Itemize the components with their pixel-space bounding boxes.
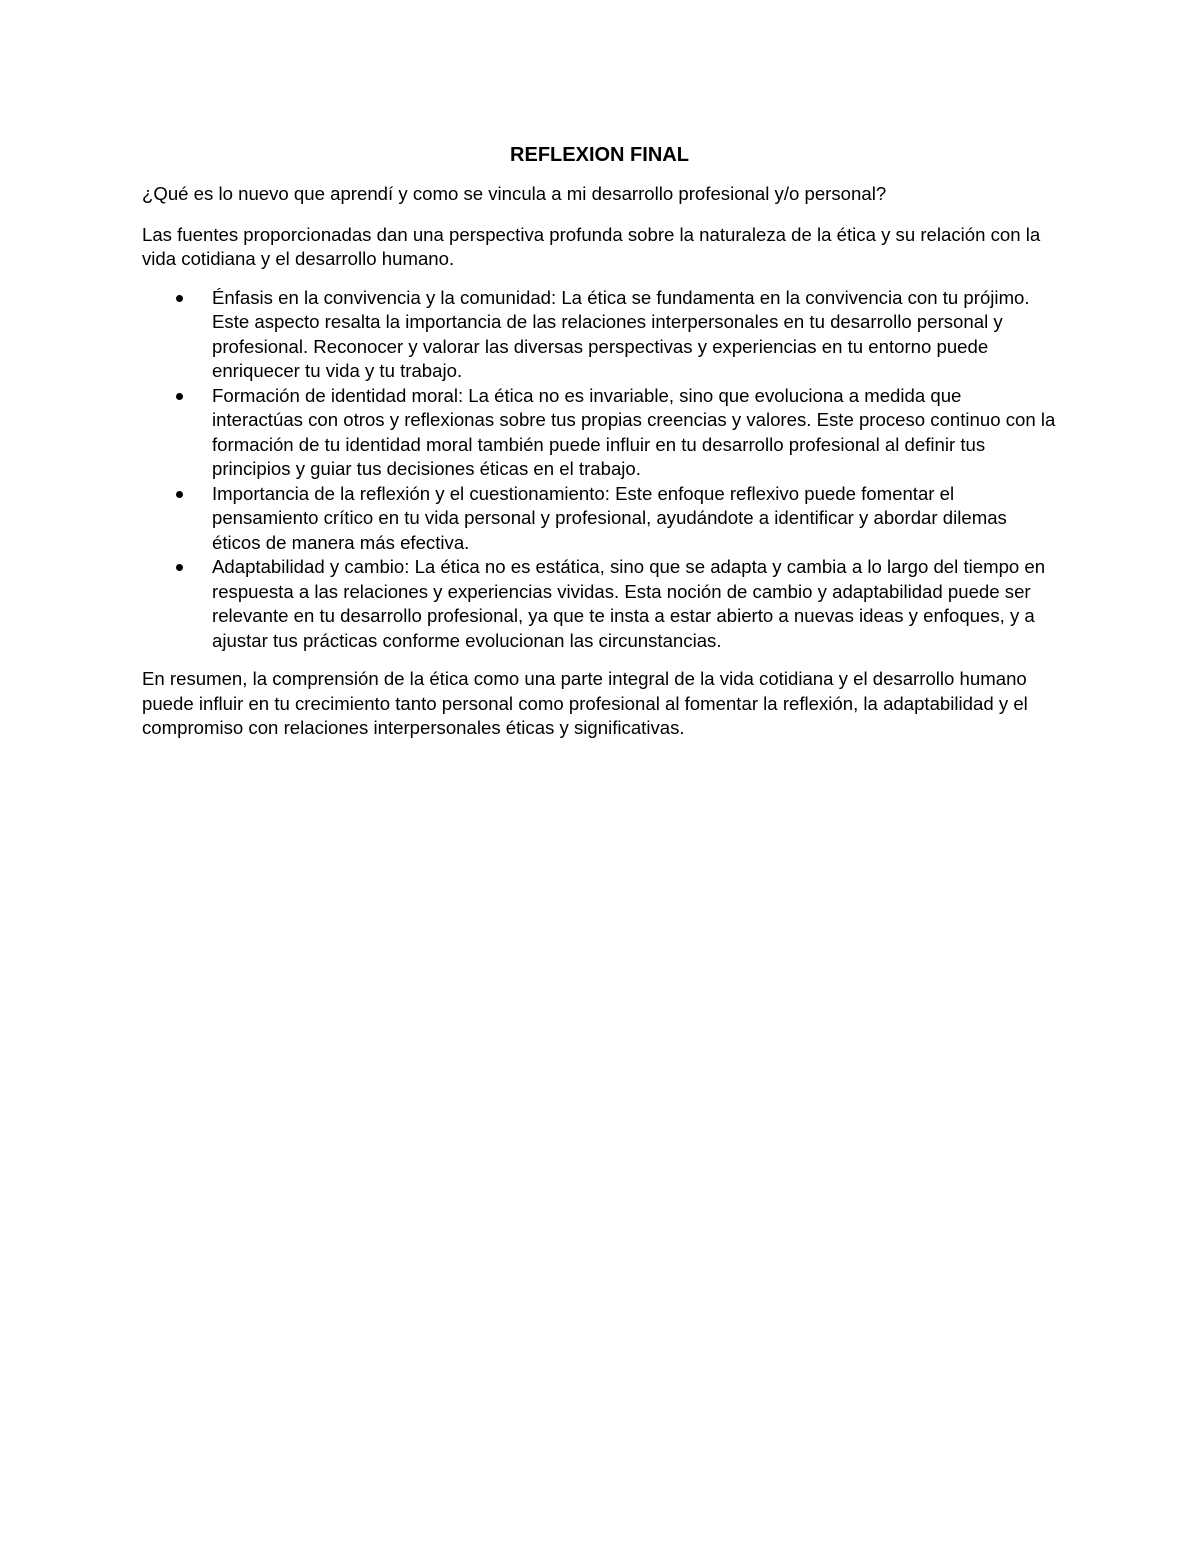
bullet-icon — [176, 295, 183, 302]
list-item-text: Adaptabilidad y cambio: La ética no es estática, sino que se adapta y cambia a lo largo del tiempo en respuesta a las relaciones y experiencias vividas. Esta noción de cambio y adaptabilidad puede ser relevante en tu desarrollo profesional, ya que te insta a estar abierto a nuevas ideas y enfoques, y a ajustar tus prácticas conforme evolucionan las circunstancias. — [212, 556, 1046, 651]
list-item-text: Importancia de la reflexión y el cuestionamiento: Este enfoque reflexivo puede fomentar el pensamiento crítico en tu vida personal y profesional, ayudándote a identificar y abordar dilemas éticos de manera más efectiva. — [212, 482, 1007, 553]
bullet-icon — [176, 393, 183, 400]
list-item — [142, 286, 1057, 384]
list-item-text: Formación de identidad moral: La ética no es invariable, sino que evoluciona a medida que interactúas con otros y reflexionas sobre tus propias creencias y valores. Este proceso continuo con la formación de tu identidad moral también puede influir en tu desarrollo profesional al definir tus principios y guiar tus decisiones éticas en el trabajo. — [212, 384, 1056, 479]
list-item-text: Énfasis en la convivencia y la comunidad: La ética se fundamenta en la convivencia con tu prójimo. Este aspecto resalta la importancia de las relaciones interpersonales en tu desarrollo personal y profesional. Reconocer y valorar las diversas perspectivas y experiencias en tu entorno puede enriquecer tu vida y tu trabajo. — [212, 286, 1030, 381]
document-page — [142, 138, 1057, 755]
intro-paragraph: Las fuentes proporcionadas dan una perspectiva profunda sobre la naturaleza de la ética y su relación con la vida cotidiana y el desarrollo humano. — [142, 223, 1041, 269]
document-title: REFLEXION FINAL — [510, 144, 689, 166]
list-item — [142, 482, 1057, 556]
conclusion-paragraph: En resumen, la comprensión de la ética como una parte integral de la vida cotidiana y el desarrollo humano puede influir en tu crecimiento tanto personal como profesional al fomentar la reflexión, la adaptabilidad y el compromiso con relaciones interpersonales éticas y significativas. — [142, 668, 1028, 738]
reflection-question: ¿Qué es lo nuevo que aprendí y como se vincula a mi desarrollo profesional y/o personal? — [142, 183, 887, 204]
bullet-icon — [176, 564, 183, 571]
bullet-icon — [176, 491, 183, 498]
list-item — [142, 384, 1057, 482]
bullet-list — [142, 286, 1057, 654]
list-item — [142, 555, 1057, 653]
